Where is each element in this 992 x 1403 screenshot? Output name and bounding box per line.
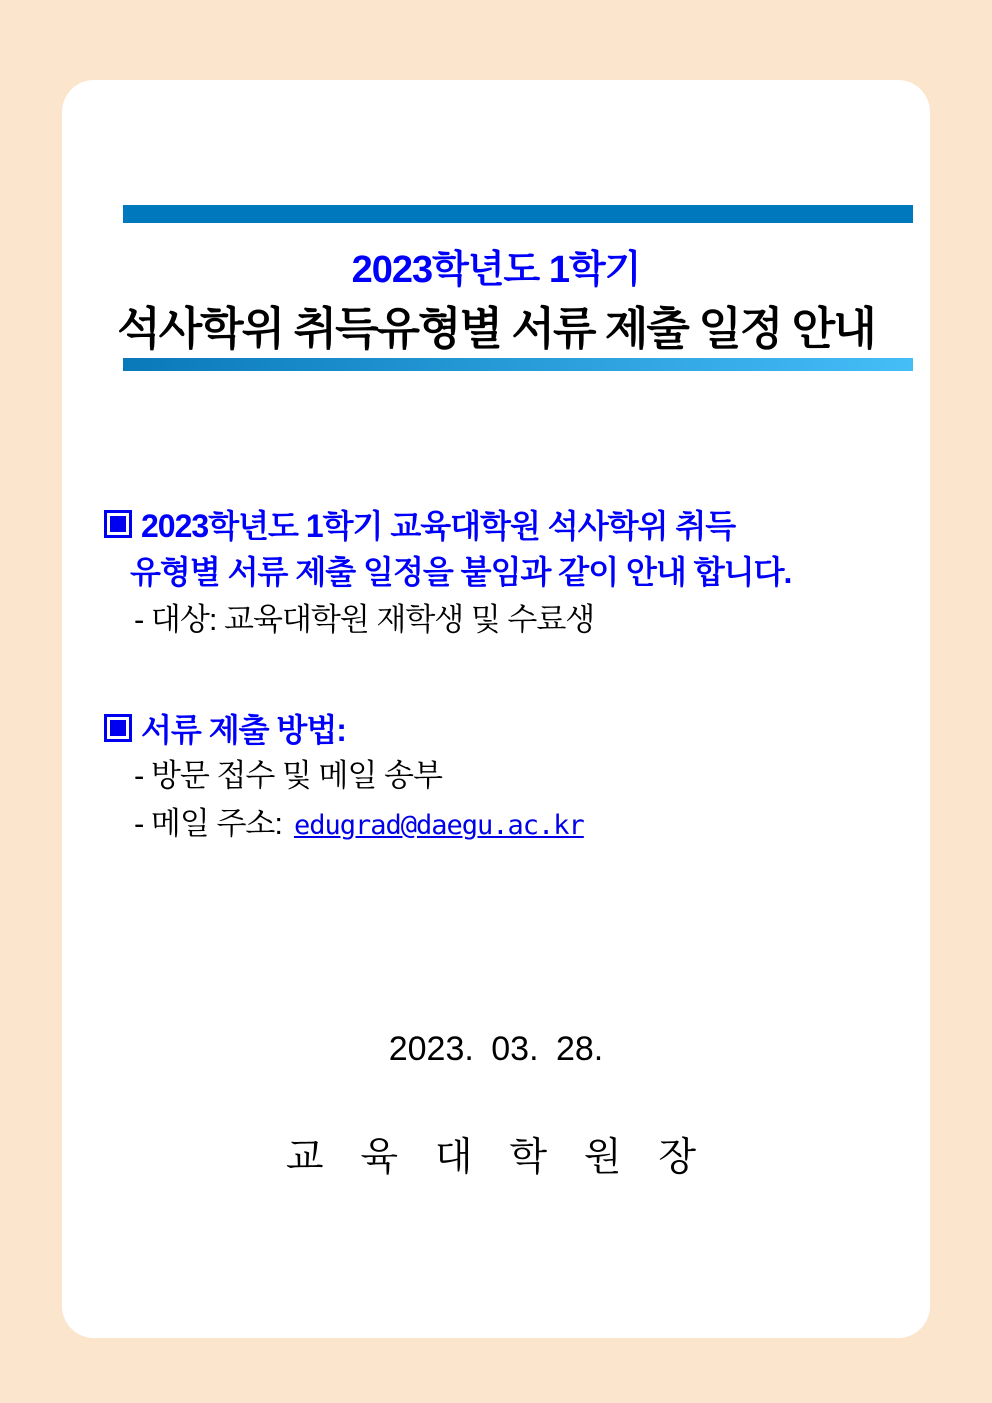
square-bullet-icon [104,510,132,538]
method-email-line [134,800,584,848]
header-top-bar [123,205,913,223]
square-bullet-icon [104,714,132,742]
section-announcement [104,500,791,644]
email-label: - 메일 주소: [134,806,282,841]
section-submission-method [104,704,584,848]
notice-date: 2023. 03. 28. [388,1030,604,1068]
method-heading: 서류 제출 방법: [141,712,346,748]
square-bullet-inner-icon [110,516,126,532]
announcement-target-line: - 대상: 교육대학원 재학생 및 수료생 [134,602,595,637]
email-link[interactable]: edugrad@daegu.ac.kr [293,810,584,841]
notice-card [62,80,930,1338]
announcement-line-1: 2023학년도 1학기 교육대학원 석사학위 취득 [141,508,736,544]
square-bullet-inner-icon [110,720,126,736]
announcement-heading-row [104,500,791,548]
notice-subtitle: 2023학년도 1학기 [351,249,641,291]
notice-title: 석사학위 취득유형별 서류 제출 일정 안내 [117,303,875,354]
method-item-visit: - 방문 접수 및 메일 송부 [134,758,442,793]
method-heading-row [104,704,584,752]
announcement-line-2: 유형별 서류 제출 일정을 붙임과 같이 안내 합니다. [130,554,792,590]
header-gradient-rule [123,358,913,371]
signature-dean: 교 육 대 학 원 장 [285,1136,707,1179]
